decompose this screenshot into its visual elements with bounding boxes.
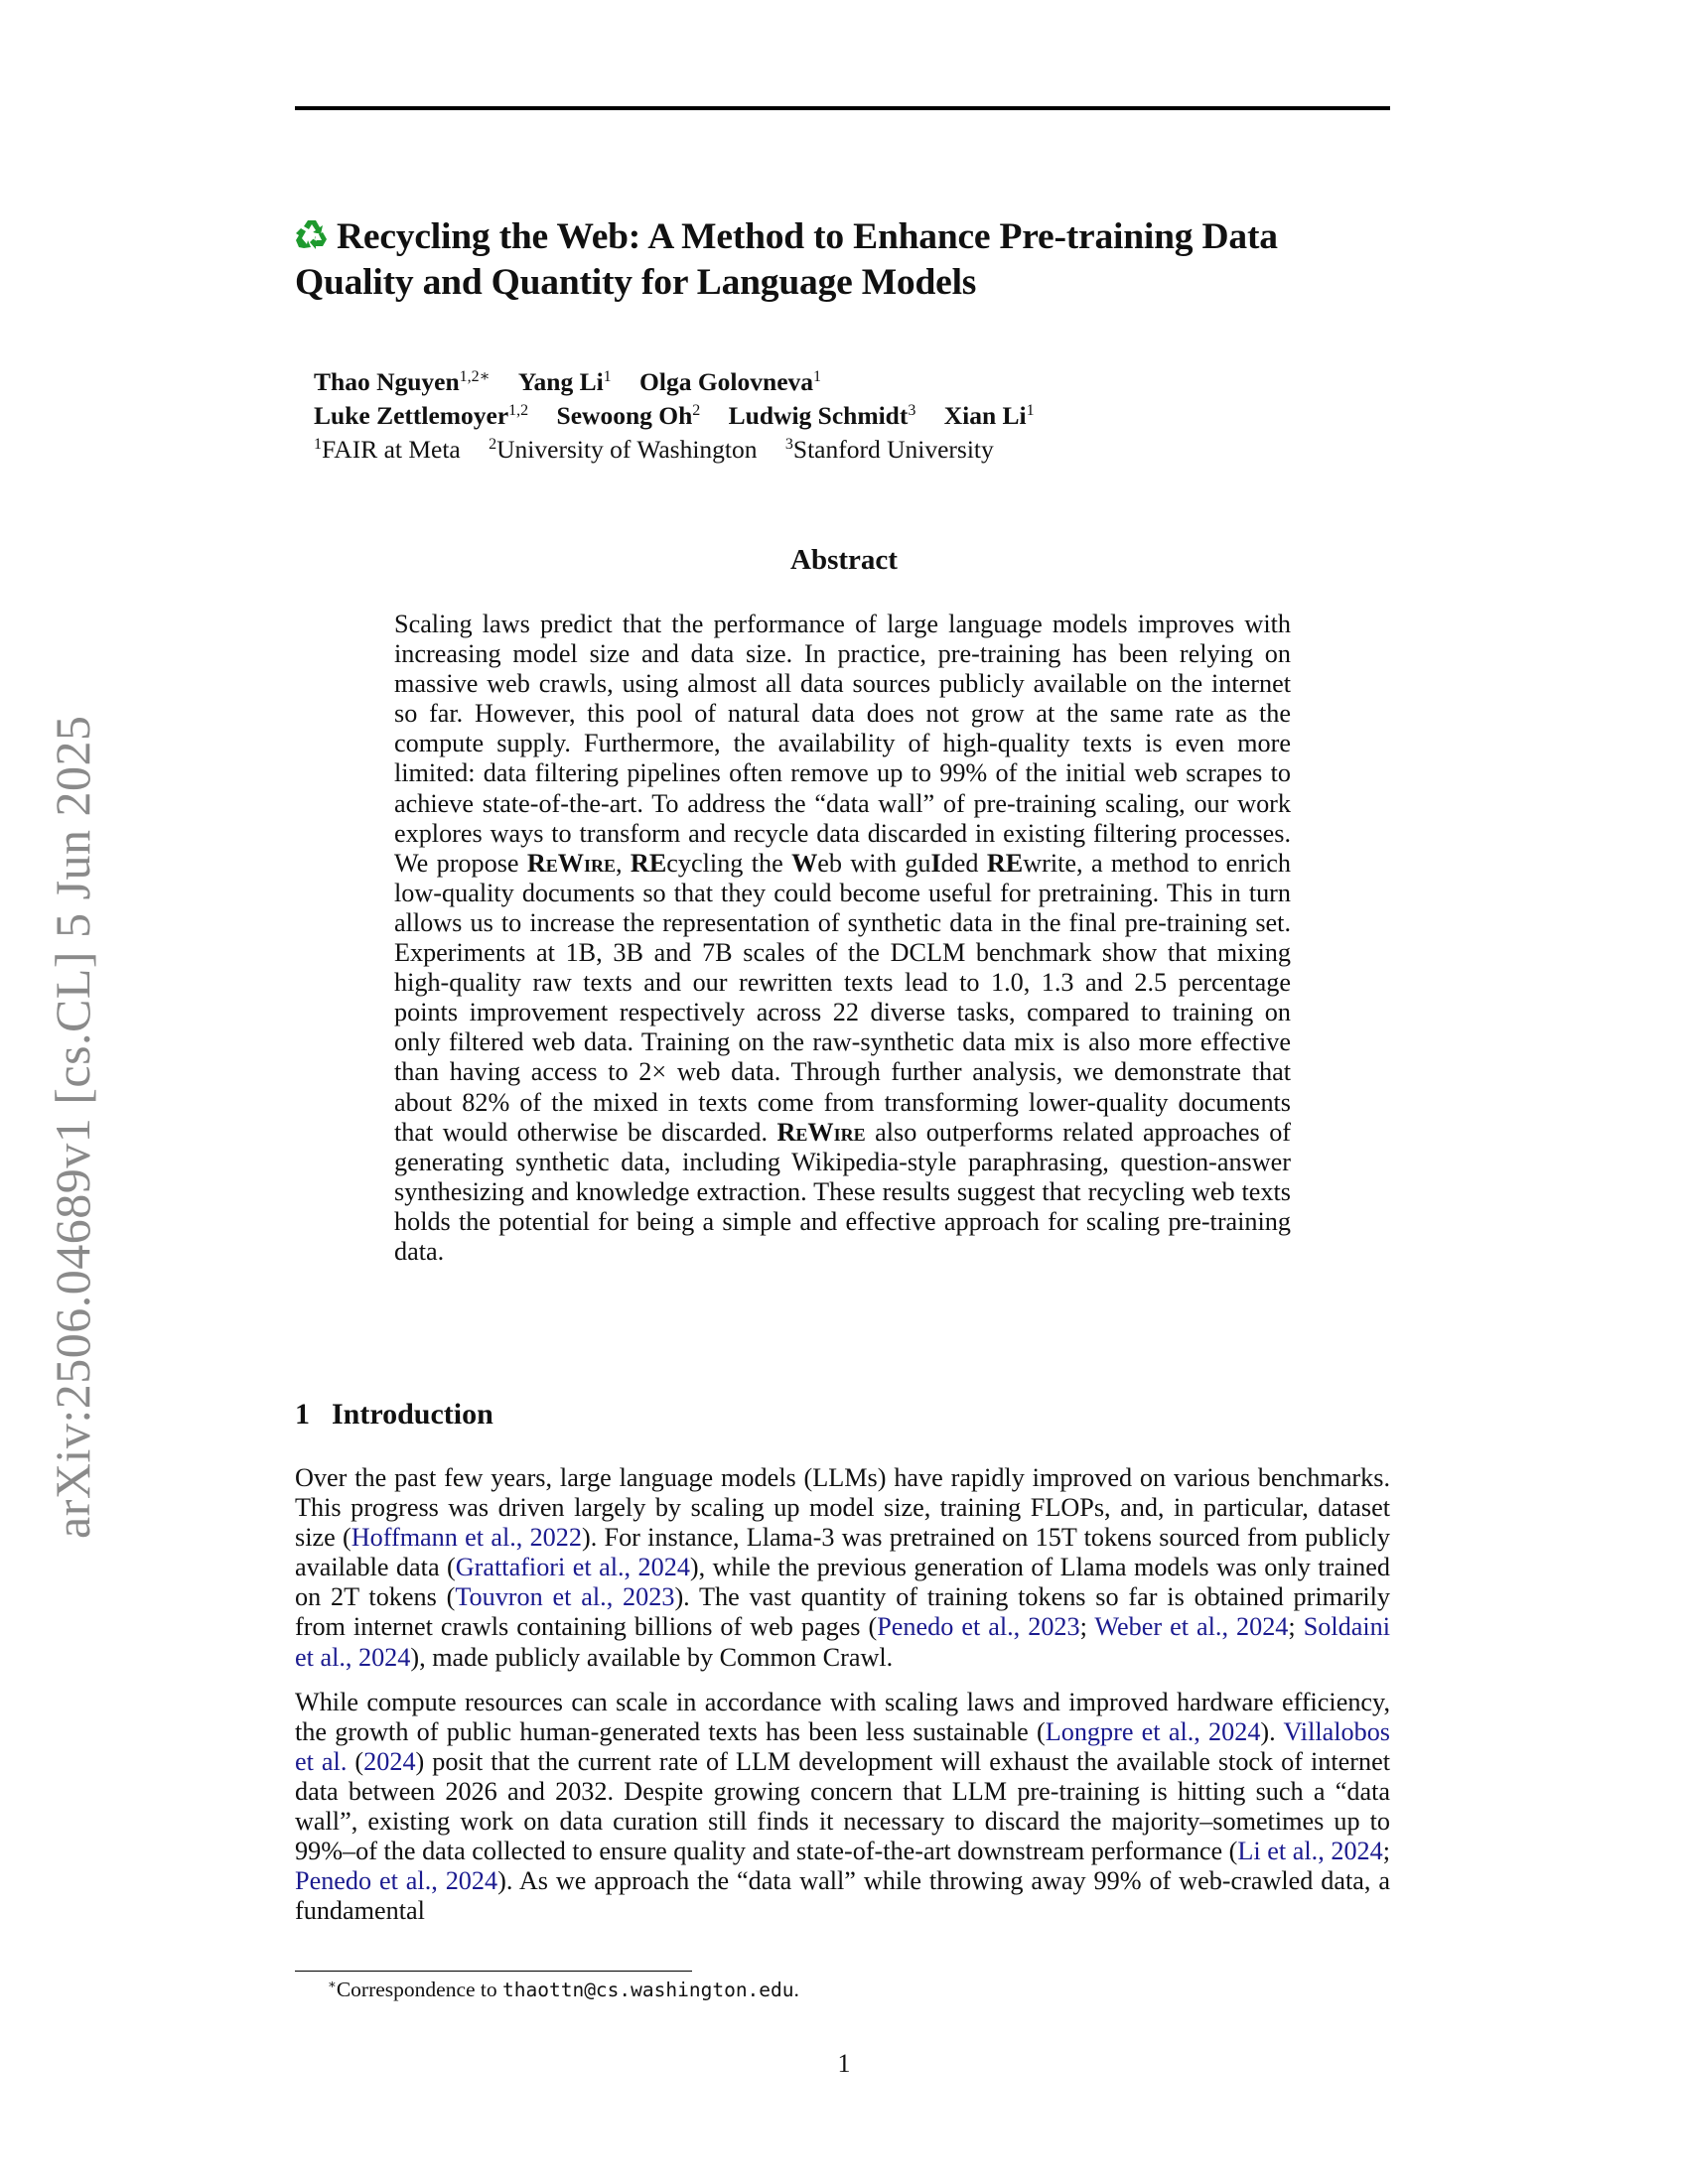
arxiv-identifier-stamp[interactable]: arXiv:2506.04689v1 [cs.CL] 5 Jun 2025 xyxy=(45,715,100,1539)
top-rule xyxy=(295,106,1390,110)
citation-link[interactable]: Longpre et al., 2024 xyxy=(1045,1716,1261,1746)
citation-link[interactable]: Soldaini et al., 2024 xyxy=(295,1612,1390,1672)
citation-link[interactable]: Li et al., 2024 xyxy=(1237,1837,1383,1866)
author: Sewoong Oh$^2$ xyxy=(556,401,701,430)
citation-link[interactable]: Villalobos et al. xyxy=(295,1716,1390,1776)
author: Ludwig Schmidt$^3$ xyxy=(728,401,916,430)
email-address[interactable]: thaottn@cs.washington.edu xyxy=(502,1979,794,2001)
citation-link[interactable]: Penedo et al., 2023 xyxy=(877,1612,1080,1642)
citation-link[interactable]: Grattafiori et al., 2024 xyxy=(455,1553,690,1582)
recycle-icon xyxy=(295,217,329,251)
citation-link[interactable]: Touvron et al., 2023 xyxy=(455,1582,675,1612)
footnote: ∗Correspondence to thaottn@cs.washington.edu. xyxy=(328,1977,799,2001)
author-row-2 xyxy=(314,399,1056,433)
affiliation: $^2$University of Washington xyxy=(489,435,758,464)
author: Thao Nguyen$^{1,2∗}$ xyxy=(314,367,491,396)
citation-link[interactable]: Weber et al., 2024 xyxy=(1094,1612,1289,1642)
affiliations-row xyxy=(314,433,1056,467)
section-number: 1 xyxy=(295,1398,310,1431)
author: Yang Li$^1$ xyxy=(517,367,612,396)
title-line-1: Recycling the Web: A Method to Enhance Pre-training Data xyxy=(337,216,1278,257)
abstract-heading: Abstract xyxy=(790,544,898,576)
citation-link[interactable]: Hoffmann et al., 2022 xyxy=(351,1523,582,1553)
author-row-1 xyxy=(314,365,1056,399)
title-line-2: Quality and Quantity for Language Models xyxy=(295,262,977,303)
footnote-rule xyxy=(295,1971,692,1972)
intro-paragraph-1: Over the past few years, large language models (LLMs) have rapidly improved on various benchmarks. This progress was driven largely by scaling up model size, training FLOPs, and, in particular, dataset size (Hoffmann et al., 2022). For instance, Llama-3 was pretrained on 15T tokens sourced from publicly available data (Grattafiori et al., 2024), while the previous generation of Llama models was only trained on 2T tokens (Touvron et al., 2023). The vast quantity of training tokens so far is obtained primarily from internet crawls containing billions of web pages (Penedo et al., 2023; Weber et al., 2024; Soldaini et al., 2024), made publicly available by Common Crawl. xyxy=(295,1463,1391,1672)
author: Olga Golovneva$^1$ xyxy=(639,367,822,396)
abstract-text: Scaling laws predict that the performance of large language models improves with increasing model size and data size. In practice, pre-training has been relying on massive web crawls, using almost all data sources publicly available on the internet so far. However, this pool of natural data does not grow at the same rate as the compute supply. Furthermore, the availability of high-quality texts is even more limited: data filtering pipelines often remove up to 99% of the initial web scrapes to achieve state-of-the-art. To address the “data wall” of pre-training scaling, our work explores ways to transform and recycle data discarded in existing filtering processes. We propose ReWire, REcycling the Web with guIded REwrite, a method to enrich low-quality documents so that they could become useful for pretraining. This in turn allows us to increase the representation of synthetic data in the final pre-training set. Experiments at 1B, 3B and 7B scales of the DCLM benchmark show that mixing high-quality raw texts and our rewritten texts lead to 1.0, 1.3 and 2.5 percentage points improvement respectively across 22 diverse tasks, compared to training on only filtered web data. Training on the raw-synthetic data mix is also more effective than having access to 2× web data. Through further analysis, we demonstrate that about 82% of the mixed in texts come from transforming lower-quality documents that would otherwise be discarded. ReWire also outperforms related approaches of generating synthetic data, including Wikipedia-style paraphrasing, question-answer synthesizing and knowledge extraction. These results suggest that recycling web texts holds the potential for being a simple and effective approach for scaling pre-training data. xyxy=(394,610,1292,1266)
citation-link[interactable]: 2024 xyxy=(363,1746,416,1776)
footnote-marker: ∗ xyxy=(328,1977,337,1991)
author-block xyxy=(314,365,1056,467)
method-name: ReWire xyxy=(526,848,616,878)
method-name: ReWire xyxy=(776,1117,866,1147)
intro-paragraph-2: While compute resources can scale in accordance with scaling laws and improved hardware efficiency, the growth of public human-generated texts has been less sustainable (Longpre et al., 2024). Villalobos et al. (2024) posit that the current rate of LLM development will exhaust the available stock of internet data between 2026 and 2032. Despite growing concern that LLM pre-training is hitting such a “data wall”, existing work on data curation still finds it necessary to discard the majority–sometimes up to 99%–of the data collected to ensure quality and state-of-the-art downstream performance (Li et al., 2024; Penedo et al., 2024). As we approach the “data wall” while throwing away 99% of web-crawled data, a fundamental xyxy=(295,1687,1391,1926)
affiliation: $^1$FAIR at Meta xyxy=(314,435,461,464)
author: Luke Zettlemoyer$^{1,2}$ xyxy=(314,401,529,430)
section-heading-introduction xyxy=(295,1398,493,1432)
paper-title xyxy=(295,214,1397,306)
citation-link[interactable]: Penedo et al., 2024 xyxy=(295,1866,498,1896)
affiliation: $^3$Stanford University xyxy=(784,435,994,464)
author: Xian Li$^1$ xyxy=(943,401,1035,430)
section-title: Introduction xyxy=(332,1398,493,1431)
page-number: 1 xyxy=(837,2049,851,2078)
introduction-body xyxy=(295,1463,1390,1941)
